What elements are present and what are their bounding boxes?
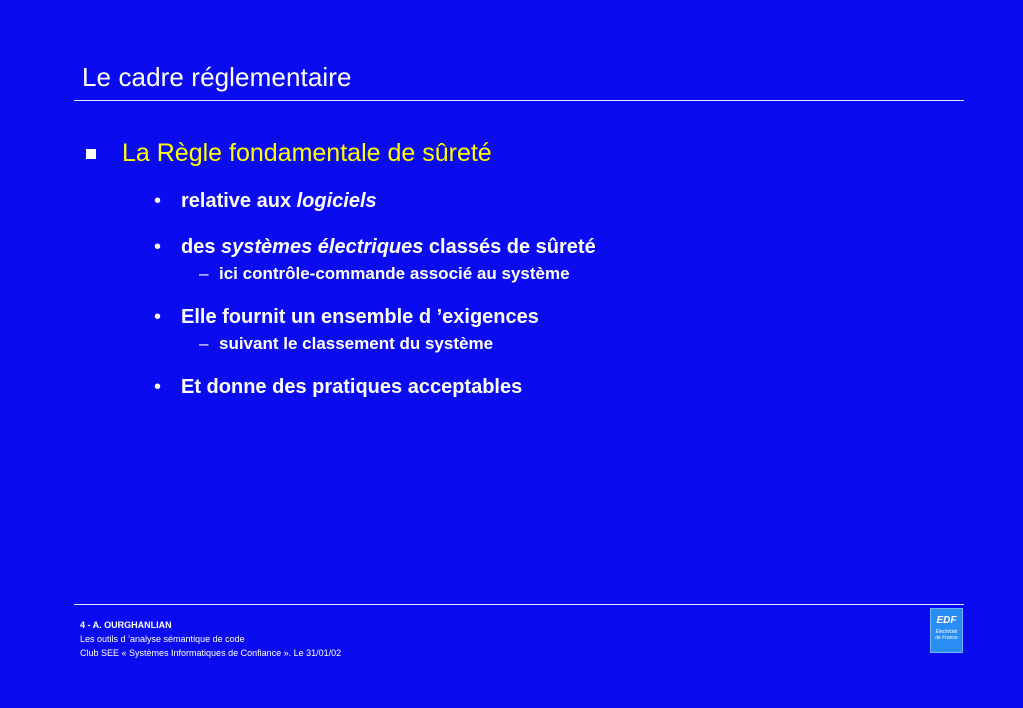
dash-bullet-icon: – <box>199 264 209 283</box>
bullet-emphasis: systèmes électriques <box>221 236 424 258</box>
dash-bullet-icon: – <box>199 334 209 353</box>
footer-divider <box>74 604 964 605</box>
sub-bullet-text: ici contrôle-commande associé au système <box>219 264 570 283</box>
footer-presentation-title: Les outils d ’analyse sémantique de code <box>80 634 245 644</box>
bullet-item <box>154 376 522 399</box>
sub-bullet-text: suivant le classement du système <box>219 334 494 353</box>
main-bullet-text: La Règle fondamentale de sûreté <box>122 139 492 167</box>
edf-logo <box>930 608 963 653</box>
bullet-item <box>154 236 596 259</box>
bullet-text: relative aux <box>181 190 297 212</box>
bullet-item <box>154 306 539 329</box>
bullet-item <box>154 190 377 213</box>
bullet-dot-icon: • <box>154 190 162 212</box>
logo-line1: Electricité <box>935 629 958 635</box>
bullet-emphasis: logiciels <box>296 190 377 212</box>
square-bullet-icon <box>86 149 96 159</box>
sub-bullet-item <box>199 264 570 284</box>
slide-title: Le cadre réglementaire <box>82 62 352 92</box>
logo-line2: de France <box>935 635 958 641</box>
bullet-dot-icon: • <box>154 236 162 258</box>
bullet-text: Et donne des pratiques acceptables <box>181 376 523 398</box>
footer-author: 4 - A. OURGHANLIAN <box>80 620 172 630</box>
bullet-text: des <box>181 236 222 258</box>
bullet-suffix: classés de sûreté <box>423 236 596 258</box>
sub-bullet-item <box>199 334 493 354</box>
bullet-dot-icon: • <box>154 376 162 398</box>
title-divider <box>74 100 964 101</box>
bullet-text: Elle fournit un ensemble d ’exigences <box>181 306 539 328</box>
logo-name: EDF <box>936 615 957 626</box>
bullet-dot-icon: • <box>154 306 162 328</box>
main-bullet <box>86 139 492 168</box>
footer-event: Club SEE « Systèmes Informatiques de Confiance ». Le 31/01/02 <box>80 648 342 658</box>
